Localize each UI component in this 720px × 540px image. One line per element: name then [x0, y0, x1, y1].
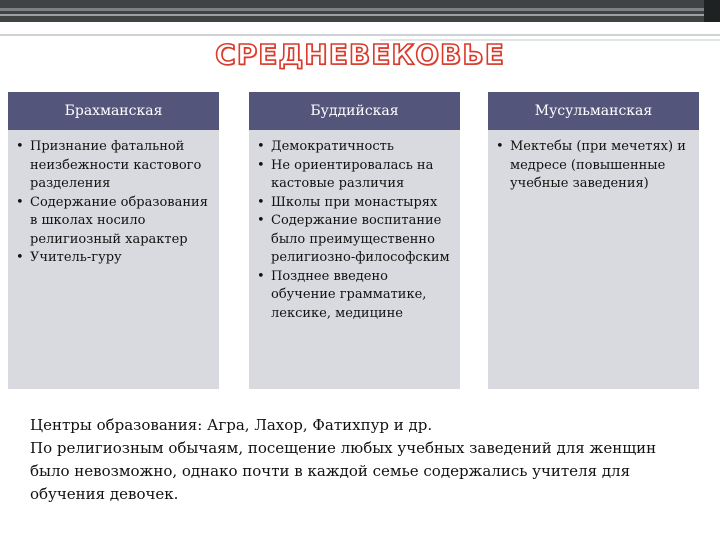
top-bar-stripe — [0, 14, 720, 16]
list-item: • Содержание воспитание было преимущественно религиозно-философским — [255, 212, 452, 268]
top-decorative-bar — [0, 0, 720, 22]
list-item: • Признание фатальной неизбежности кастового разделения — [14, 138, 211, 194]
list-item: • Содержание образования в школах носило религиозный характер — [14, 194, 211, 250]
column-header: Мусульманская — [488, 92, 699, 130]
top-bar-corner — [704, 0, 720, 22]
list-item: • Демократичность — [255, 138, 452, 157]
list-item: • Школы при монастырях — [255, 194, 452, 213]
list-item: • Не ориентировалась на кастовые различия — [255, 157, 452, 194]
column-buddhist — [249, 92, 460, 389]
column-header: Брахманская — [8, 92, 219, 130]
top-bar-stripe — [0, 8, 720, 11]
list-item: • Позднее введено обучение грамматике, лексике, медицине — [255, 268, 452, 324]
column-header: Буддийская — [249, 92, 460, 130]
column-muslim — [488, 92, 699, 389]
slide-title: СРЕДНЕВЕКОВЬЕ — [215, 38, 505, 71]
bullet-list — [14, 138, 211, 268]
note-line: Центры образования: Агра, Лахор, Фатихпур и др. — [30, 416, 433, 434]
bullet-list — [255, 138, 452, 323]
column-body — [8, 130, 219, 389]
bullet-list — [494, 138, 691, 194]
column-body — [488, 130, 699, 389]
decorative-line — [0, 34, 720, 36]
note-line: По религиозным обычаям, посещение любых учебных заведений для женщин было невозможно, однако почти в каждой семье содержались учителя для обучения девочек. — [30, 439, 657, 503]
column-brahman — [8, 92, 219, 389]
list-item: • Учитель-гуру — [14, 249, 211, 268]
list-item: • Мектебы (при мечетях) и медресе (повышенные учебные заведения) — [494, 138, 691, 194]
column-body — [249, 130, 460, 389]
footnote-text — [30, 414, 700, 506]
